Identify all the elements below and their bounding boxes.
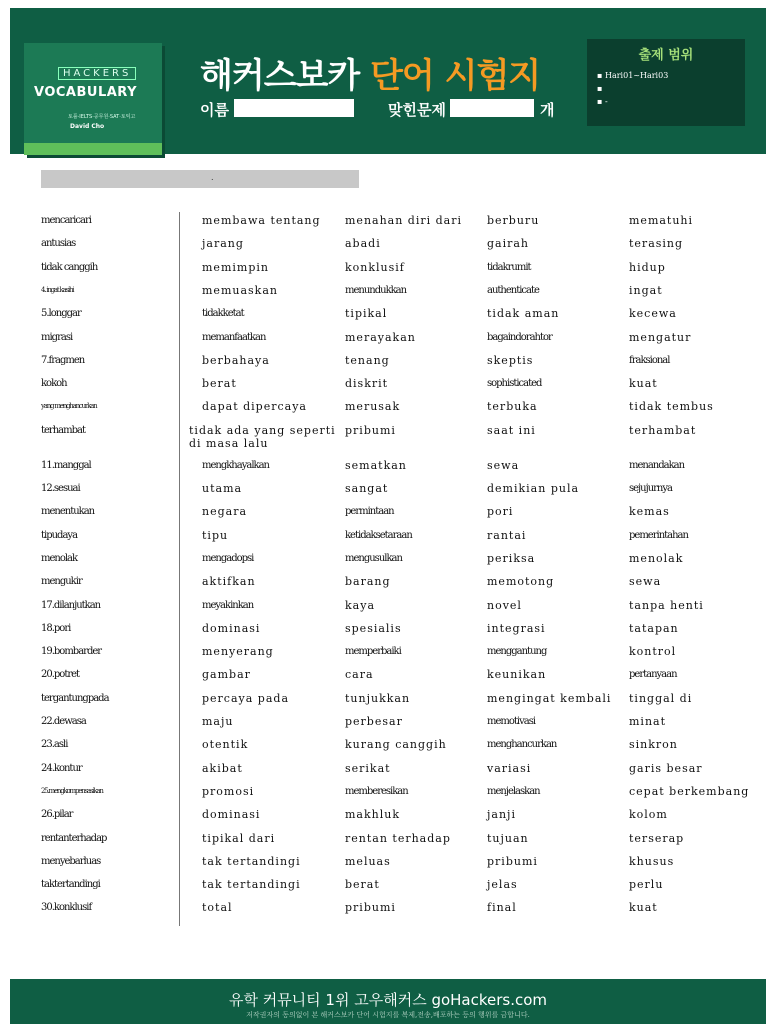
vocab-cell: pemerintahan xyxy=(629,529,688,541)
vocab-cell: pribumi xyxy=(345,901,396,915)
vocab-cell: terserap xyxy=(629,831,685,845)
vocab-cell: dominasi xyxy=(202,808,261,822)
vocab-cell: tipikal dari xyxy=(202,831,276,845)
vocab-cell: tatapan xyxy=(629,621,679,635)
vocab-cell: meyakinkan xyxy=(202,599,254,611)
vocab-cell: merusak xyxy=(345,400,401,414)
vocab-cell: memimpin xyxy=(202,260,269,274)
exam-range-list xyxy=(597,69,668,108)
vocab-cell: gambar xyxy=(202,668,251,682)
vocab-cell: tinggal di xyxy=(629,691,693,705)
vocab-cell: 23.asli xyxy=(41,739,68,751)
vocab-cell: pribumi xyxy=(345,423,396,437)
vocab-cell: tergantungpada xyxy=(41,692,109,704)
vocab-cell: kontrol xyxy=(629,645,677,659)
vocab-cell: memotivasi xyxy=(487,716,536,727)
exam-range-item: ▪ - xyxy=(597,95,668,108)
vocab-cell: abadi xyxy=(345,237,381,251)
vocab-cell: tidak ada yang seperti di masa lalu xyxy=(189,423,336,450)
column-divider xyxy=(179,212,180,926)
footer-copyright: 저작권자의 동의없이 본 해커스보카 단어 시험지를 복제,전송,배포하는 등의 행위를 금합니다. xyxy=(246,1011,530,1019)
vocab-cell: final xyxy=(487,901,517,915)
vocab-cell: terhambat xyxy=(41,424,85,436)
vocab-cell: cepat berkembang xyxy=(629,784,750,798)
vocab-cell: cara xyxy=(345,668,374,682)
vocab-cell: spesialis xyxy=(345,621,402,635)
vocab-cell: serikat xyxy=(345,761,391,775)
vocab-cell: keunikan xyxy=(487,668,547,682)
exam-range-box xyxy=(587,39,745,126)
vocab-cell: janji xyxy=(487,808,516,822)
vocab-cell: percaya pada xyxy=(202,691,289,705)
vocab-cell: 22.dewasa xyxy=(41,716,86,727)
book-brand: HACKERS xyxy=(58,67,136,80)
vocab-cell: tidak canggih xyxy=(41,261,98,273)
vocab-cell: integrasi xyxy=(487,621,546,635)
score-unit: 개 xyxy=(540,101,555,119)
vocab-cell: 18.pori xyxy=(41,622,71,634)
vocab-cell: menggantung xyxy=(487,646,547,658)
vocab-cell: menolak xyxy=(41,552,78,564)
vocab-cell: kurang canggih xyxy=(345,738,447,752)
vocab-cell: variasi xyxy=(487,761,532,775)
vocab-cell: total xyxy=(202,901,233,915)
vocab-cell: kuat xyxy=(629,901,658,915)
exam-range-item xyxy=(597,82,668,95)
vocab-cell: kecewa xyxy=(629,307,677,321)
vocab-cell: kokoh xyxy=(41,378,67,390)
vocab-cell: negara xyxy=(202,505,248,519)
footer-slogan: 유학 커뮤니티 1위 고우해커스 goHackers.com xyxy=(228,991,548,1009)
vocab-cell: saat ini xyxy=(487,423,536,437)
vocab-cell: dominasi xyxy=(202,621,261,635)
vocab-cell: skeptis xyxy=(487,353,534,367)
vocab-cell: memuaskan xyxy=(202,283,278,297)
vocab-cell: menandakan xyxy=(629,459,685,471)
vocab-cell: mengatur xyxy=(629,330,692,344)
vocab-cell: taktertandingi xyxy=(41,879,100,891)
vocab-cell: promosi xyxy=(202,784,255,798)
vocab-cell: tidak aman xyxy=(487,307,560,321)
vocab-cell: 19.bombarder xyxy=(41,646,102,658)
vocab-cell: maju xyxy=(202,715,234,728)
vocab-cell: memotong xyxy=(487,575,555,589)
vocab-cell: tak tertandingi xyxy=(202,854,301,868)
book-subtitle: 토플·IELTS·공무원·SAT·토익고 xyxy=(68,114,136,120)
vocab-cell: otentik xyxy=(202,738,249,752)
exam-range-item: ▪ Hari01~Hari03 xyxy=(597,69,668,82)
vocab-cell: pori xyxy=(487,505,514,519)
vocab-cell: mengingat kembali xyxy=(487,691,612,705)
exam-range-title: 출제 범위 xyxy=(638,48,694,63)
vocab-cell: aktifkan xyxy=(202,575,256,589)
vocab-cell: garis besar xyxy=(629,761,703,775)
vocab-cell: jarang xyxy=(202,237,244,251)
page-title: 해커스보카 단어 시험지 xyxy=(200,56,541,96)
vocab-cell: menghancurkan xyxy=(487,739,557,751)
vocab-cell: 12.sesuai xyxy=(41,483,80,494)
vocab-cell: kaya xyxy=(345,598,375,612)
book-author: David Cho xyxy=(70,123,105,130)
vocab-cell: terbuka xyxy=(487,400,538,414)
vocab-cell: makhluk xyxy=(345,808,401,822)
vocab-cell: tunjukkan xyxy=(345,691,411,705)
score-field[interactable] xyxy=(450,99,534,117)
vocab-cell: memanfaatkan xyxy=(202,331,266,343)
vocab-cell: utama xyxy=(202,482,243,495)
vocab-cell: barang xyxy=(345,575,391,589)
vocab-cell: 26.pilar xyxy=(41,809,73,821)
vocab-cell: sangat xyxy=(345,482,389,495)
vocab-cell: konklusif xyxy=(345,260,405,274)
vocab-cell: memperbaiki xyxy=(345,646,401,658)
vocab-cell: menyebarluas xyxy=(41,855,101,867)
vocab-cell: periksa xyxy=(487,551,536,565)
vocab-cell: membawa tentang xyxy=(202,214,321,227)
instruction-bar: . xyxy=(41,170,359,188)
vocab-cell: 5.longgar xyxy=(41,308,81,320)
vocab-cell: tipudaya xyxy=(41,529,78,541)
footer-band xyxy=(10,979,766,1024)
vocab-cell: menundukkan xyxy=(345,284,407,296)
vocab-cell: rentanterhadap xyxy=(41,832,107,844)
vocab-cell: 25.mengkompensasikan xyxy=(41,786,103,795)
vocab-cell: pertanyaan xyxy=(629,669,677,681)
vocab-cell: terhambat xyxy=(629,423,697,437)
vocab-cell: pribumi xyxy=(487,854,538,868)
vocab-cell: menjelaskan xyxy=(487,785,540,797)
vocab-cell: demikian pula xyxy=(487,482,580,495)
vocab-cell: authenticate xyxy=(487,284,539,296)
vocab-cell: 30.konklusif xyxy=(41,902,92,914)
vocab-cell: menyerang xyxy=(202,645,274,659)
vocab-cell: tanpa henti xyxy=(629,598,704,612)
score-label: 맞힌문제 xyxy=(388,101,446,119)
vocab-cell: mengadopsi xyxy=(202,552,254,564)
vocab-cell: fraksional xyxy=(629,354,670,366)
vocab-cell: tujuan xyxy=(487,831,529,845)
vocab-cell: sematkan xyxy=(345,458,407,472)
name-label: 이름 xyxy=(200,101,229,119)
vocab-cell: 17.dilanjutkan xyxy=(41,599,101,611)
vocab-cell: tipikal xyxy=(345,307,388,321)
vocab-cell: menahan diri dari xyxy=(345,214,463,227)
vocab-cell: berbahaya xyxy=(202,353,270,367)
vocab-cell: sejujurnya xyxy=(629,483,672,494)
vocab-cell: hidup xyxy=(629,260,666,274)
vocab-cell: permintaan xyxy=(345,506,394,518)
vocab-cell: sewa xyxy=(487,458,520,472)
vocab-cell: 24.kontur xyxy=(41,762,82,774)
vocab-cell: perlu xyxy=(629,878,664,892)
vocab-cell: 20.potret xyxy=(41,669,80,681)
vocab-cell: diskrit xyxy=(345,377,389,391)
vocab-cell: meluas xyxy=(345,854,391,868)
vocab-cell: menolak xyxy=(629,551,684,565)
vocab-cell: tipu xyxy=(202,528,229,542)
vocab-cell: mengukir xyxy=(41,576,82,588)
vocab-cell: merayakan xyxy=(345,330,416,344)
vocab-cell: antusias xyxy=(41,238,76,250)
vocab-cell: menentukan xyxy=(41,506,95,518)
page-title-accent: 단어 시험지 xyxy=(370,56,541,96)
vocab-cell: mencaricari xyxy=(41,215,91,226)
vocab-cell: yang menghancurkan xyxy=(41,402,97,411)
book-cover-image xyxy=(24,43,162,155)
book-title: VOCABULARY xyxy=(34,85,138,100)
vocab-cell: ingat xyxy=(629,283,663,297)
vocab-cell: tidakketat xyxy=(202,308,244,320)
vocab-cell: berburu xyxy=(487,214,540,227)
vocab-cell: tenang xyxy=(345,353,390,367)
vocab-cell: khusus xyxy=(629,854,675,868)
vocab-cell: sinkron xyxy=(629,738,678,752)
vocab-cell: kemas xyxy=(629,505,670,519)
vocab-cell: berat xyxy=(202,377,237,391)
vocab-cell: mematuhi xyxy=(629,214,694,227)
vocab-cell: tidakrumit xyxy=(487,261,531,273)
vocab-cell: kuat xyxy=(629,377,658,391)
name-field[interactable] xyxy=(234,99,354,117)
vocab-cell: gairah xyxy=(487,237,530,251)
vocab-cell: sewa xyxy=(629,575,662,589)
book-strip xyxy=(24,143,162,155)
vocab-cell: dapat dipercaya xyxy=(202,400,307,414)
vocab-cell: 4. ingat kasihi xyxy=(41,285,74,294)
vocab-cell: akibat xyxy=(202,761,243,775)
vocab-cell: tidak tembus xyxy=(629,400,714,414)
vocab-cell: tak tertandingi xyxy=(202,878,301,892)
vocab-cell: rentan terhadap xyxy=(345,831,451,845)
vocab-cell: berat xyxy=(345,878,380,892)
vocab-cell: sophisticated xyxy=(487,378,542,390)
vocab-cell: mengkhayalkan xyxy=(202,459,269,471)
vocab-cell: migrasi xyxy=(41,331,73,343)
vocab-cell: terasing xyxy=(629,237,684,251)
vocab-cell: mengusulkan xyxy=(345,552,402,564)
vocab-cell: perbesar xyxy=(345,715,403,728)
vocab-cell: ketidaksetaraan xyxy=(345,529,412,541)
vocab-cell: bagaindorahtor xyxy=(487,331,552,343)
vocab-cell: memberesikan xyxy=(345,785,408,797)
vocab-cell: minat xyxy=(629,715,667,728)
vocab-cell: novel xyxy=(487,598,522,612)
vocab-cell: jelas xyxy=(487,878,518,892)
vocab-cell: kolom xyxy=(629,808,668,822)
vocab-cell: 11.manggal xyxy=(41,459,91,471)
vocab-cell: rantai xyxy=(487,528,527,542)
vocab-cell: 7.fragmen xyxy=(41,354,85,366)
